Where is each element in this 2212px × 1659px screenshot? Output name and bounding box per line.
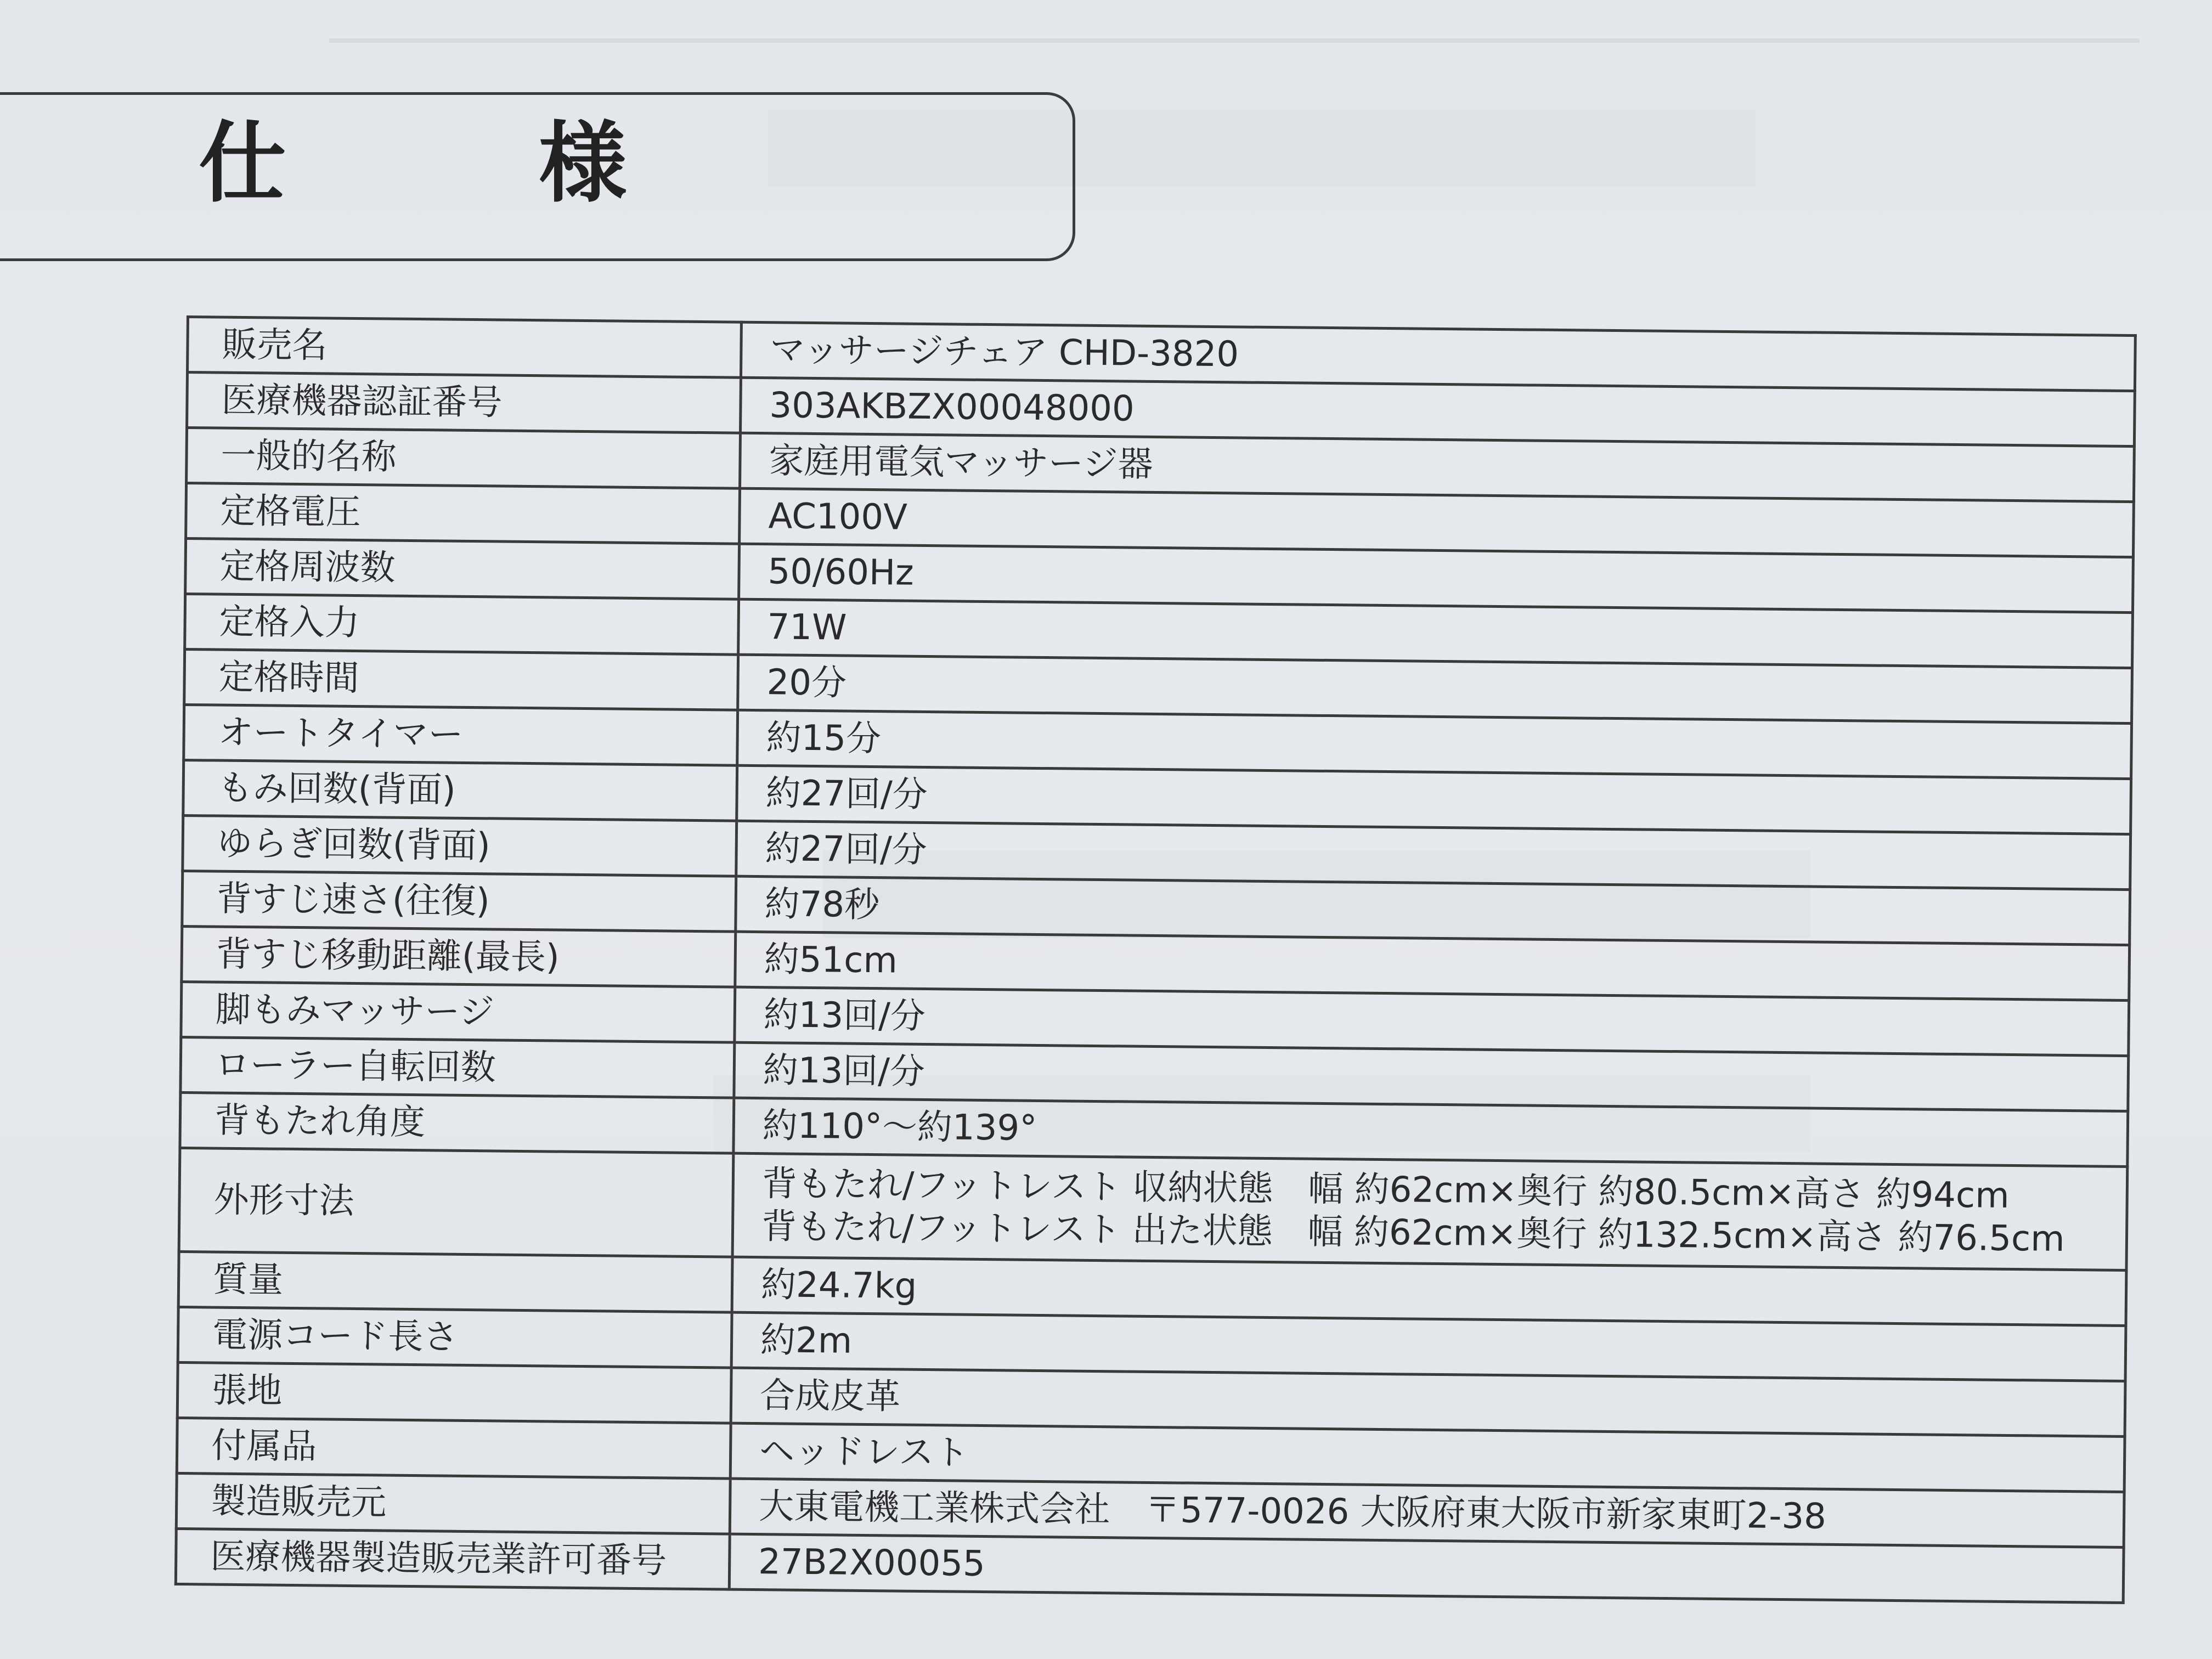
spec-label: 張地 bbox=[177, 1362, 731, 1423]
show-through-top bbox=[329, 5, 2140, 43]
spec-label: 付属品 bbox=[177, 1418, 731, 1479]
spec-label: 背もたれ角度 bbox=[180, 1092, 734, 1153]
spec-label: オートタイマー bbox=[184, 704, 738, 765]
spec-value: 家庭用電気マッサージ器 bbox=[740, 433, 2135, 501]
spec-value: 約13回/分 bbox=[735, 987, 2129, 1056]
spec-label: 医療機器製造販売業許可番号 bbox=[176, 1528, 730, 1589]
spec-label: もみ回数(背面) bbox=[183, 760, 737, 821]
spec-value: 約24.7kg bbox=[732, 1257, 2126, 1325]
spec-value: 約78秒 bbox=[736, 876, 2130, 945]
spec-value: ヘッドレスト bbox=[730, 1423, 2125, 1492]
dimension-line-extended: 背もたれ/フットレスト 出た状態 幅 約62cm×奥行 約132.5cm×高さ 約76.5cm bbox=[761, 1206, 2065, 1260]
spec-label: 背すじ速さ(往復) bbox=[182, 871, 736, 932]
spec-value: 約15分 bbox=[737, 710, 2132, 778]
spec-label: 一般的名称 bbox=[187, 428, 741, 489]
spec-label: 電源コード長さ bbox=[178, 1307, 732, 1368]
spec-value: マッサージチェア CHD-3820 bbox=[741, 322, 2135, 391]
spec-label: 外形寸法 bbox=[179, 1148, 733, 1257]
spec-label: ゆらぎ回数(背面) bbox=[183, 815, 737, 876]
spec-value: AC100V bbox=[740, 488, 2134, 557]
spec-label: 販売名 bbox=[188, 317, 742, 378]
spec-label: 背すじ移動距離(最長) bbox=[182, 926, 736, 987]
spec-value: 303AKBZX00048000 bbox=[740, 377, 2135, 446]
spec-value: 合成皮革 bbox=[731, 1368, 2125, 1436]
spec-label: 定格入力 bbox=[185, 594, 739, 655]
spec-label: 定格時間 bbox=[184, 649, 738, 710]
spec-value: 27B2X00055 bbox=[729, 1534, 2124, 1602]
spec-label: 定格電圧 bbox=[186, 483, 740, 544]
spec-value: 約27回/分 bbox=[737, 765, 2131, 834]
spec-value: 約27回/分 bbox=[736, 821, 2131, 889]
page-title: 仕 様 bbox=[199, 112, 709, 215]
table-row bbox=[179, 1148, 2128, 1270]
spec-value: 大東電機工業株式会社 〒577-0026 大阪府東大阪市新家東町2-38 bbox=[730, 1479, 2124, 1547]
spec-value: 20分 bbox=[738, 654, 2132, 723]
spec-value: 約2m bbox=[731, 1312, 2126, 1381]
spec-value: 50/60Hz bbox=[739, 544, 2134, 612]
spec-label: 定格周波数 bbox=[185, 539, 740, 600]
spec-label: 質量 bbox=[178, 1251, 732, 1312]
spec-value: 約110°～約139° bbox=[733, 1098, 2128, 1166]
spec-value: 71W bbox=[738, 599, 2133, 668]
spec-label: ローラー自転回数 bbox=[180, 1037, 735, 1098]
spec-label: 製造販売元 bbox=[176, 1473, 730, 1534]
spec-label: 医療機器認証番号 bbox=[187, 373, 741, 433]
spec-value: 約51cm bbox=[735, 932, 2130, 1000]
spec-label: 脚もみマッサージ bbox=[181, 981, 735, 1042]
dimension-line-stowed: 背もたれ/フットレスト 収納状態 幅 約62cm×奥行 約80.5cm×高さ 約94cm bbox=[761, 1164, 2010, 1216]
specification-table bbox=[174, 315, 2137, 1604]
spec-value: 約13回/分 bbox=[734, 1042, 2129, 1111]
spec-value-multiline bbox=[732, 1153, 2128, 1270]
